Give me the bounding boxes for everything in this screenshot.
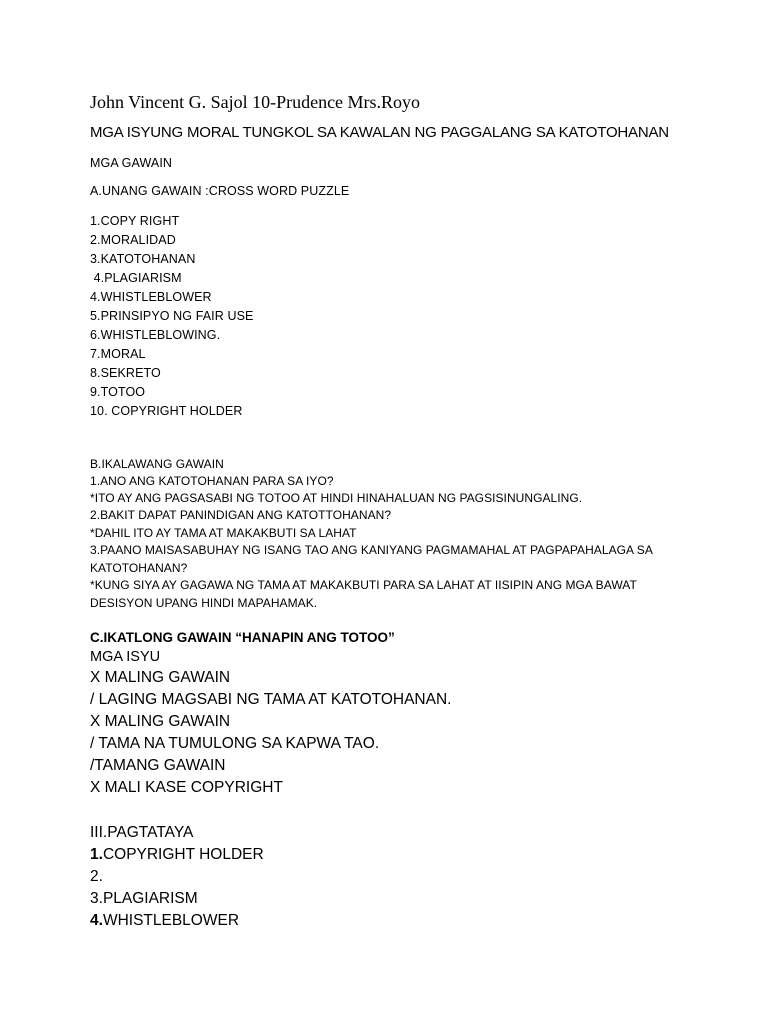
list-item: 6.WHISTLEBLOWING. [90,328,221,342]
list-item: X MALING GAWAIN [90,713,231,730]
text-line: DESISYON UPANG HINDI MAPAHAMAK. [90,596,318,610]
list-item: 2.MORALIDAD [90,233,176,247]
document-title: MGA ISYUNG MORAL TUNGKOL SA KAWALAN NG PAGGALANG SA KATOTOHANAN [90,124,669,141]
item-number: 4. [90,912,103,929]
list-item: / TAMA NA TUMULONG SA KAPWA TAO. [90,735,380,752]
list-item: 8.SEKRETO [90,366,161,380]
item-text: COPYRIGHT HOLDER [102,846,264,863]
item-text: PLAGIARISM [102,890,198,907]
list-item [90,868,103,886]
list-item: 3.KATOTOHANAN [90,252,196,266]
list-item: X MALING GAWAIN [90,669,231,686]
list-item: 10. COPYRIGHT HOLDER [90,404,243,418]
author-header: John Vincent G. Sajol 10-Prudence Mrs.Royo [90,92,421,112]
text-line: *KUNG SIYA AY GAGAWA NG TAMA AT MAKAKBUTI PARA SA LAHAT AT IISIPIN ANG MGA BAWAT [90,578,637,592]
list-item: 4.WHISTLEBLOWER [90,290,212,304]
text-line: *DAHIL ITO AY TAMA AT MAKAKBUTI SA LAHAT [90,526,357,540]
item-number: 2. [90,868,103,885]
item-number: 3. [90,890,103,907]
section-b-heading: B.IKALAWANG GAWAIN [90,457,224,471]
list-item [90,912,239,930]
section-label: MGA GAWAIN [90,156,173,170]
list-item: 1.COPY RIGHT [90,214,180,228]
list-item: / LAGING MAGSABI NG TAMA AT KATOTOHANAN. [90,691,452,708]
item-number: 1. [90,846,103,863]
list-item: 7.MORAL [90,347,146,361]
section-c-heading: C.IKATLONG GAWAIN “HANAPIN ANG TOTOO” [90,630,395,645]
section-a-heading: A.UNANG GAWAIN :CROSS WORD PUZZLE [90,184,350,198]
text-line: 2.BAKIT DAPAT PANINDIGAN ANG KATOTTOHANAN? [90,508,392,522]
list-item: 9.TOTOO [90,385,146,399]
list-item: /TAMANG GAWAIN [90,757,226,774]
list-item: 4.PLAGIARISM [90,271,182,285]
list-item: X MALI KASE COPYRIGHT [90,779,283,796]
text-line: 1.ANO ANG KATOTOHANAN PARA SA IYO? [90,474,334,488]
item-text: WHISTLEBLOWER [102,912,240,929]
text-line: *ITO AY ANG PAGSASABI NG TOTOO AT HINDI HINAHALUAN NG PAGSISINUNGALING. [90,491,583,505]
list-item [90,846,264,864]
text-line: 3.PAANO MAISASABUHAY NG ISANG TAO ANG KANIYANG PAGMAMAHAL AT PAGPAPAHALAGA SA [90,543,653,557]
section-c-sublabel: MGA ISYU [90,649,161,665]
section-iii-heading: III.PAGTATAYA [90,824,194,841]
list-item [90,890,198,908]
text-line: KATOTOHANAN? [90,561,188,575]
list-item: 5.PRINSIPYO NG FAIR USE [90,309,254,323]
